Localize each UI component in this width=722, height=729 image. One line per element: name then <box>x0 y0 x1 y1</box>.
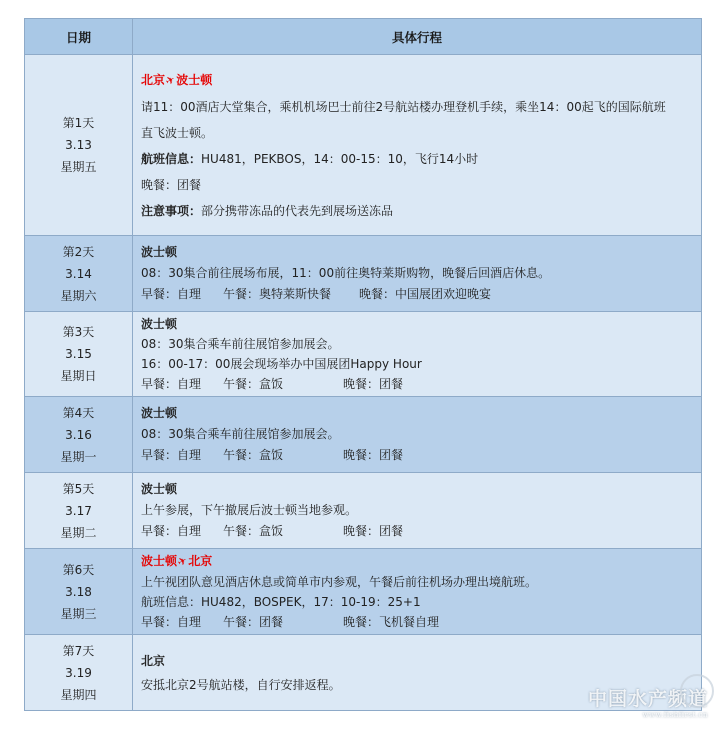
dinner-text: 晚餐：团餐 <box>343 448 404 462</box>
flight-text: HU481，PEKBOS，14：00-15：10，飞行14小时 <box>201 151 479 166</box>
flight-label: 航班信息： <box>141 151 202 166</box>
route-to: 波士顿 <box>176 72 213 87</box>
breakfast-text: 早餐：自理 <box>141 287 202 301</box>
flight-info <box>141 146 693 172</box>
date-value: 3.19 <box>65 665 92 680</box>
table-row <box>25 397 702 473</box>
date-cell <box>25 549 133 635</box>
breakfast-text: 早餐：自理 <box>141 448 202 462</box>
table-row <box>25 236 702 312</box>
date-value: 3.16 <box>65 427 92 442</box>
weekday: 星期二 <box>60 525 97 540</box>
date-cell <box>25 236 133 312</box>
lunch-text: 午餐：盒饭 <box>223 524 284 538</box>
meals-line <box>141 445 693 466</box>
date-column-header: 日期 <box>25 19 133 55</box>
plan-text: 08：30集合前往展场布展，11：00前往奥特莱斯购物，晚餐后回酒店休息。 <box>141 266 551 280</box>
watermark-url: www.fishfirst.cn <box>642 711 708 719</box>
date-value: 3.15 <box>65 347 92 361</box>
day-number: 第7天 <box>62 643 95 658</box>
breakfast-text: 早餐：自理 <box>141 524 202 538</box>
airplane-icon: ✈ <box>163 72 178 89</box>
day-number: 第3天 <box>62 325 95 339</box>
plan-text: 请11：00酒店大堂集合，乘机机场巴士前往2号航站楼办理登机手续，乘坐14：00起飞的国际航班 <box>141 99 666 114</box>
date-cell <box>25 55 133 236</box>
day-number: 第4天 <box>62 405 95 420</box>
weekday: 星期五 <box>60 160 97 174</box>
itinerary-table <box>24 18 702 711</box>
date-cell <box>25 397 133 473</box>
plan-cell <box>133 397 702 473</box>
route-line <box>141 551 693 572</box>
plan-text: 16：00-17：00展会现场举办中国展团Happy Hour <box>141 357 422 371</box>
dinner-text: 晚餐：团餐 <box>343 377 404 391</box>
note-text: 部分携带冻品的代表先到展场送冻品 <box>201 203 394 218</box>
route-to: 北京 <box>188 554 213 568</box>
watermark <box>588 684 708 719</box>
lunch-text: 午餐：奥特莱斯快餐 <box>223 287 332 301</box>
plan-column-header: 具体行程 <box>133 19 702 55</box>
table-row <box>25 473 702 549</box>
dinner-text: 晚餐：中国展团欢迎晚宴 <box>359 287 492 301</box>
weekday: 星期六 <box>60 288 97 303</box>
day-number: 第6天 <box>62 562 95 577</box>
weekday: 星期三 <box>60 606 97 621</box>
note-line <box>141 198 693 224</box>
dinner-text: 晚餐：飞机餐自理 <box>343 615 440 629</box>
watermark-title: 中国水产频道 <box>587 688 708 710</box>
plan-text: 安抵北京2号航站楼，自行安排返程。 <box>141 677 341 692</box>
weekday: 星期日 <box>60 369 97 383</box>
date-cell <box>25 312 133 397</box>
route-line: 波士顿 <box>141 482 178 496</box>
meals-line <box>141 374 693 394</box>
route-line: 波士顿 <box>141 245 178 259</box>
route-line: 波士顿 <box>141 317 178 331</box>
date-value: 3.14 <box>65 266 92 281</box>
date-value: 3.17 <box>65 503 92 518</box>
table-row <box>25 312 702 397</box>
plan-cell <box>133 473 702 549</box>
day-number: 第5天 <box>62 481 95 496</box>
globe-icon <box>680 674 714 708</box>
date-value: 3.18 <box>65 584 92 599</box>
lunch-text: 午餐：团餐 <box>223 615 284 629</box>
lunch-text: 午餐：盒饭 <box>223 448 284 462</box>
day-number: 第1天 <box>62 116 95 130</box>
weekday: 星期一 <box>60 449 97 464</box>
breakfast-text: 早餐：自理 <box>141 615 202 629</box>
table-row <box>25 55 702 236</box>
plan-text: 08：30集合乘车前往展馆参加展会。 <box>141 337 340 351</box>
plan-cell <box>133 549 702 635</box>
airplane-icon: ✈ <box>175 553 190 570</box>
route-line <box>141 67 693 94</box>
breakfast-text: 早餐：自理 <box>141 377 202 391</box>
plan-cell <box>133 312 702 397</box>
plan-text: 上午参展，下午撤展后波士顿当地参观。 <box>141 503 358 517</box>
plan-text: 直飞波士顿。 <box>141 125 214 140</box>
date-cell <box>25 473 133 549</box>
plan-cell <box>133 55 702 236</box>
route-line: 北京 <box>141 653 166 668</box>
dinner-text: 晚餐：团餐 <box>141 177 202 192</box>
date-value: 3.13 <box>65 138 92 152</box>
weekday: 星期四 <box>60 687 97 702</box>
table-row <box>25 549 702 635</box>
meals-line <box>141 521 693 542</box>
plan-text: 上午视团队意见酒店休息或简单市内参观，午餐后前往机场办理出境航班。 <box>141 575 538 589</box>
lunch-text: 午餐：盒饭 <box>223 377 284 391</box>
route-line: 波士顿 <box>141 406 178 420</box>
route-from: 北京 <box>141 72 166 87</box>
dinner-text: 晚餐：团餐 <box>343 524 404 538</box>
route-from: 波士顿 <box>141 554 178 568</box>
meals-line <box>141 284 693 305</box>
date-cell <box>25 635 133 711</box>
meals-line <box>141 612 693 632</box>
day-number: 第2天 <box>62 244 95 259</box>
flight-info: 航班信息：HU482，BOSPEK，17：10-19：25+1 <box>141 595 421 609</box>
plan-text: 08：30集合乘车前往展馆参加展会。 <box>141 427 340 441</box>
header-row <box>25 19 702 55</box>
plan-cell <box>133 236 702 312</box>
note-label: 注意事项： <box>141 203 202 218</box>
